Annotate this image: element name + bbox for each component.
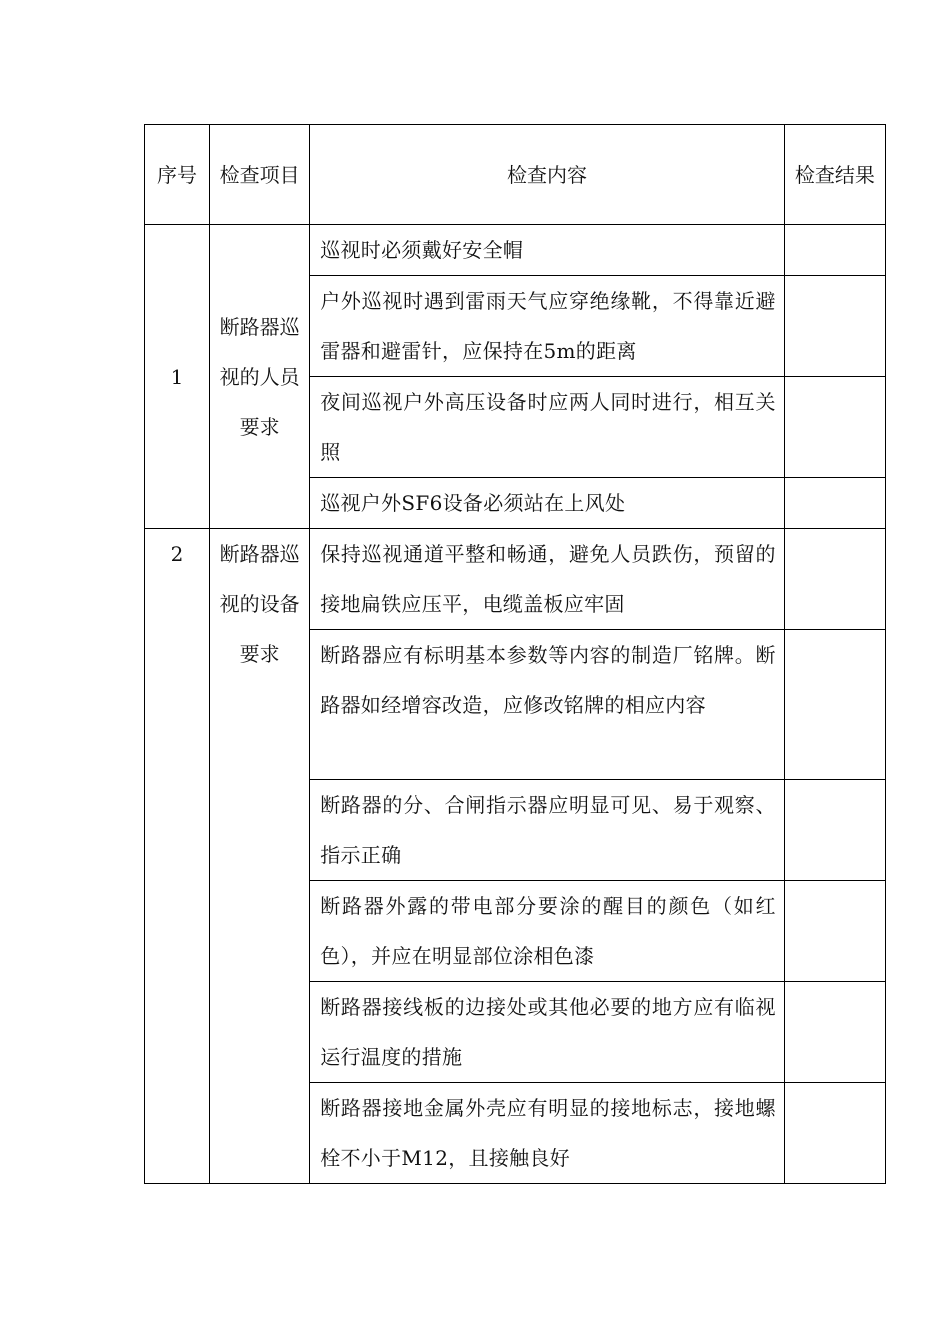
inspection-table (144, 124, 886, 1184)
table-row (145, 225, 886, 276)
row-check-result[interactable] (784, 377, 885, 478)
row-check-content: 巡视户外SF6设备必须站在上风处 (310, 478, 785, 529)
row-check-content: 保持巡视通道平整和畅通，避免人员跌伤，预留的接地扁铁应压平，电缆盖板应牢固 (310, 529, 785, 630)
header-row (145, 125, 886, 225)
row-check-content: 巡视时必须戴好安全帽 (310, 225, 785, 276)
row-check-result[interactable] (784, 1083, 885, 1184)
row-check-result[interactable] (784, 276, 885, 377)
row-check-result[interactable] (784, 529, 885, 630)
row-check-result[interactable] (784, 982, 885, 1083)
header-content: 检查内容 (310, 125, 785, 225)
row-check-result[interactable] (784, 630, 885, 780)
row-check-item: 断路器巡视的人员要求 (210, 225, 310, 529)
header-seq: 序号 (145, 125, 210, 225)
row-check-result[interactable] (784, 478, 885, 529)
row-check-content: 断路器的分、合闸指示器应明显可见、易于观察、指示正确 (310, 780, 785, 881)
row-seq-number: 1 (145, 225, 210, 529)
row-seq-number: 2 (145, 529, 210, 1184)
row-check-content: 户外巡视时遇到雷雨天气应穿绝缘靴，不得靠近避雷器和避雷针，应保持在5m的距离 (310, 276, 785, 377)
row-check-content: 断路器应有标明基本参数等内容的制造厂铭牌。断路器如经增容改造，应修改铭牌的相应内容 (310, 630, 785, 780)
header-result: 检查结果 (784, 125, 885, 225)
table-row (145, 529, 886, 630)
header-item: 检查项目 (210, 125, 310, 225)
row-check-result[interactable] (784, 780, 885, 881)
row-check-result[interactable] (784, 881, 885, 982)
row-check-content: 夜间巡视户外高压设备时应两人同时进行，相互关照 (310, 377, 785, 478)
row-check-content: 断路器接地金属外壳应有明显的接地标志，接地螺栓不小于M12，且接触良好 (310, 1083, 785, 1184)
row-check-result[interactable] (784, 225, 885, 276)
row-check-content: 断路器外露的带电部分要涂的醒目的颜色（如红色），并应在明显部位涂相色漆 (310, 881, 785, 982)
row-check-item: 断路器巡视的设备要求 (210, 529, 310, 1184)
row-check-content: 断路器接线板的边接处或其他必要的地方应有临视运行温度的措施 (310, 982, 785, 1083)
